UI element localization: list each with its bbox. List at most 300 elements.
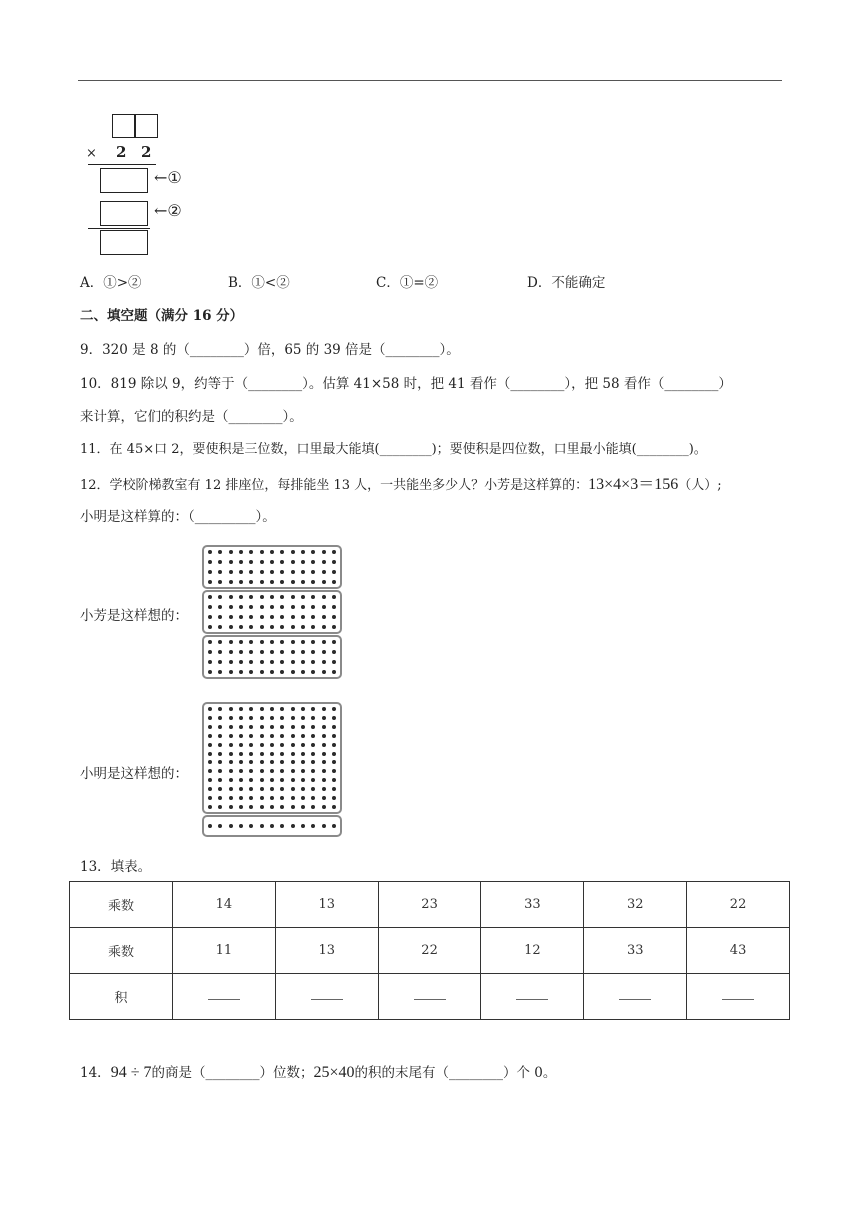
seat-dot bbox=[239, 650, 243, 654]
seat-dot bbox=[208, 778, 212, 782]
seat-dot bbox=[270, 769, 274, 773]
seat-dot bbox=[270, 560, 274, 564]
seat-dot bbox=[270, 824, 274, 828]
seat-dot bbox=[270, 787, 274, 791]
question-12-equation: 13×4×3＝156 bbox=[588, 476, 679, 493]
seat-dot bbox=[260, 769, 264, 773]
seat-dot bbox=[218, 805, 222, 809]
option-b[interactable]: B．①<② bbox=[228, 275, 290, 291]
xiaoming-dot-block-large bbox=[202, 702, 342, 814]
seat-dot bbox=[311, 743, 315, 747]
seat-dot bbox=[260, 743, 264, 747]
seat-dot bbox=[280, 615, 284, 619]
seat-dot bbox=[332, 625, 336, 629]
question-9: 9．320 是 8 的（________）倍，65 的 39 倍是（________）。 bbox=[80, 342, 460, 358]
seat-dot bbox=[291, 778, 295, 782]
seat-dot bbox=[311, 650, 315, 654]
seat-dot bbox=[260, 670, 264, 674]
seat-dot bbox=[249, 615, 253, 619]
seat-dot bbox=[249, 640, 253, 644]
header-rule bbox=[78, 80, 782, 81]
seat-dot bbox=[249, 760, 253, 764]
seat-dot bbox=[291, 769, 295, 773]
seat-dot bbox=[291, 570, 295, 574]
dot-grid bbox=[208, 595, 336, 629]
seat-dot bbox=[239, 615, 243, 619]
seat-dot bbox=[260, 824, 264, 828]
seat-dot bbox=[322, 550, 326, 554]
seat-dot bbox=[301, 580, 305, 584]
seat-dot bbox=[311, 660, 315, 664]
seat-dot bbox=[239, 550, 243, 554]
seat-dot bbox=[301, 570, 305, 574]
table-cell: 43 bbox=[687, 928, 790, 974]
seat-dot bbox=[332, 570, 336, 574]
seat-dot bbox=[322, 752, 326, 756]
seat-dot bbox=[239, 670, 243, 674]
seat-dot bbox=[291, 615, 295, 619]
seat-dot bbox=[301, 670, 305, 674]
seat-dot bbox=[218, 650, 222, 654]
seat-dot bbox=[229, 707, 233, 711]
seat-dot bbox=[332, 716, 336, 720]
seat-dot bbox=[208, 752, 212, 756]
seat-dot bbox=[218, 760, 222, 764]
seat-dot bbox=[208, 650, 212, 654]
table-cell: 32 bbox=[584, 882, 687, 928]
seat-dot bbox=[208, 787, 212, 791]
seat-dot bbox=[208, 570, 212, 574]
seat-dot bbox=[218, 595, 222, 599]
seat-dot bbox=[280, 707, 284, 711]
seat-dot bbox=[249, 743, 253, 747]
seat-dot bbox=[332, 752, 336, 756]
seat-dot bbox=[322, 725, 326, 729]
seat-dot bbox=[249, 595, 253, 599]
seat-dot bbox=[249, 734, 253, 738]
seat-dot bbox=[332, 650, 336, 654]
dot-grid bbox=[208, 707, 336, 809]
seat-dot bbox=[208, 550, 212, 554]
seat-dot bbox=[239, 725, 243, 729]
seat-dot bbox=[311, 615, 315, 619]
seat-dot bbox=[322, 796, 326, 800]
seat-dot bbox=[280, 787, 284, 791]
seat-dot bbox=[249, 707, 253, 711]
seat-dot bbox=[270, 752, 274, 756]
seat-dot bbox=[311, 716, 315, 720]
seat-dot bbox=[249, 660, 253, 664]
table-cell: 33 bbox=[584, 928, 687, 974]
seat-dot bbox=[291, 560, 295, 564]
seat-dot bbox=[332, 778, 336, 782]
seat-dot bbox=[260, 550, 264, 554]
seat-dot bbox=[229, 560, 233, 564]
seat-dot bbox=[270, 605, 274, 609]
seat-dot bbox=[301, 743, 305, 747]
seat-dot bbox=[260, 796, 264, 800]
seat-dot bbox=[311, 734, 315, 738]
seat-dot bbox=[291, 787, 295, 791]
seat-dot bbox=[229, 760, 233, 764]
answer-cell[interactable] bbox=[173, 974, 276, 1020]
seat-dot bbox=[229, 778, 233, 782]
seat-dot bbox=[322, 734, 326, 738]
seat-dot bbox=[270, 580, 274, 584]
seat-dot bbox=[208, 760, 212, 764]
seat-dot bbox=[301, 796, 305, 800]
seat-dot bbox=[291, 580, 295, 584]
option-d[interactable]: D．不能确定 bbox=[527, 275, 606, 291]
seat-dot bbox=[322, 660, 326, 664]
seat-dot bbox=[239, 625, 243, 629]
seat-dot bbox=[311, 707, 315, 711]
seat-dot bbox=[270, 805, 274, 809]
row-header: 乘数 bbox=[70, 882, 173, 928]
seat-dot bbox=[291, 716, 295, 720]
seat-dot bbox=[311, 640, 315, 644]
seat-dot bbox=[291, 760, 295, 764]
seat-dot bbox=[280, 625, 284, 629]
seat-dot bbox=[239, 769, 243, 773]
seat-dot bbox=[291, 824, 295, 828]
seat-dot bbox=[280, 752, 284, 756]
seat-dot bbox=[322, 625, 326, 629]
seat-dot bbox=[260, 650, 264, 654]
seat-dot bbox=[291, 707, 295, 711]
table-cell: 22 bbox=[687, 882, 790, 928]
seat-dot bbox=[291, 743, 295, 747]
seat-dot bbox=[270, 743, 274, 747]
multiplier-digit: 2 bbox=[116, 143, 127, 161]
seat-dot bbox=[208, 734, 212, 738]
seat-dot bbox=[260, 570, 264, 574]
seat-dot bbox=[311, 625, 315, 629]
seat-dot bbox=[218, 605, 222, 609]
seat-dot bbox=[208, 595, 212, 599]
seat-dot bbox=[249, 670, 253, 674]
seat-dot bbox=[208, 660, 212, 664]
seat-dot bbox=[291, 605, 295, 609]
seat-dot bbox=[218, 752, 222, 756]
seat-dot bbox=[332, 580, 336, 584]
seat-dot bbox=[218, 787, 222, 791]
result-box bbox=[100, 230, 148, 255]
seat-dot bbox=[311, 580, 315, 584]
seat-dot bbox=[301, 787, 305, 791]
table-cell: 22 bbox=[378, 928, 481, 974]
seat-dot bbox=[322, 805, 326, 809]
seat-dot bbox=[311, 570, 315, 574]
seat-dot bbox=[311, 778, 315, 782]
seat-dot bbox=[301, 550, 305, 554]
table-row bbox=[70, 974, 790, 1020]
seat-dot bbox=[291, 595, 295, 599]
seat-dot bbox=[332, 734, 336, 738]
seat-dot bbox=[218, 725, 222, 729]
seat-dot bbox=[270, 640, 274, 644]
seat-dot bbox=[332, 660, 336, 664]
seat-dot bbox=[229, 615, 233, 619]
seat-dot bbox=[218, 743, 222, 747]
seat-dot bbox=[218, 670, 222, 674]
seat-dot bbox=[229, 743, 233, 747]
seat-dot bbox=[249, 796, 253, 800]
seat-dot bbox=[270, 796, 274, 800]
seat-dot bbox=[208, 824, 212, 828]
answer-blank bbox=[619, 989, 651, 1000]
seat-dot bbox=[229, 580, 233, 584]
seat-dot bbox=[260, 725, 264, 729]
seat-dot bbox=[301, 625, 305, 629]
seat-dot bbox=[208, 725, 212, 729]
table-cell: 12 bbox=[481, 928, 584, 974]
seat-dot bbox=[239, 752, 243, 756]
seat-dot bbox=[249, 752, 253, 756]
partial-product-box-2 bbox=[100, 201, 148, 226]
seat-dot bbox=[280, 580, 284, 584]
seat-dot bbox=[332, 796, 336, 800]
seat-dot bbox=[260, 560, 264, 564]
seat-dot bbox=[311, 752, 315, 756]
option-c[interactable]: C．①=② bbox=[376, 275, 439, 291]
seat-dot bbox=[301, 605, 305, 609]
seat-dot bbox=[322, 595, 326, 599]
seat-dot bbox=[239, 805, 243, 809]
seat-dot bbox=[239, 660, 243, 664]
seat-dot bbox=[218, 824, 222, 828]
seat-dot bbox=[239, 570, 243, 574]
seat-dot bbox=[291, 550, 295, 554]
seat-dot bbox=[218, 716, 222, 720]
seat-dot bbox=[249, 625, 253, 629]
seat-dot bbox=[249, 725, 253, 729]
seat-dot bbox=[208, 743, 212, 747]
seat-dot bbox=[280, 670, 284, 674]
xiaofang-label: 小芳是这样想的： bbox=[80, 608, 188, 624]
seat-dot bbox=[218, 796, 222, 800]
dot-grid bbox=[208, 640, 336, 674]
seat-dot bbox=[218, 580, 222, 584]
fill-table bbox=[69, 881, 790, 1020]
seat-dot bbox=[270, 734, 274, 738]
seat-dot bbox=[311, 550, 315, 554]
seat-dot bbox=[208, 580, 212, 584]
seat-dot bbox=[229, 716, 233, 720]
seat-dot bbox=[218, 769, 222, 773]
question-14-prefix: 14． bbox=[80, 1065, 111, 1081]
seat-dot bbox=[270, 550, 274, 554]
seat-dot bbox=[229, 734, 233, 738]
seat-dot bbox=[260, 787, 264, 791]
seat-dot bbox=[249, 570, 253, 574]
table-cell: 11 bbox=[173, 928, 276, 974]
seat-dot bbox=[249, 805, 253, 809]
seat-dot bbox=[291, 734, 295, 738]
seat-dot bbox=[239, 778, 243, 782]
xiaoming-dot-block-small bbox=[202, 815, 342, 837]
seat-dot bbox=[229, 605, 233, 609]
seat-dot bbox=[332, 560, 336, 564]
seat-dot bbox=[239, 595, 243, 599]
seat-dot bbox=[332, 725, 336, 729]
seat-dot bbox=[218, 734, 222, 738]
seat-dot bbox=[270, 625, 274, 629]
question-10-line-1: 10．819 除以 9，约等于（________）。估算 41×58 时，把 41 看作（________），把 58 看作（________） bbox=[80, 376, 732, 392]
seat-dot bbox=[291, 796, 295, 800]
seat-dot bbox=[208, 625, 212, 629]
seat-dot bbox=[249, 716, 253, 720]
table-row bbox=[70, 928, 790, 974]
seat-dot bbox=[301, 752, 305, 756]
seat-dot bbox=[311, 824, 315, 828]
seat-dot bbox=[311, 605, 315, 609]
seat-dot bbox=[270, 615, 274, 619]
seat-dot bbox=[291, 640, 295, 644]
question-14-suffix: 的积的末尾有（________）个 0。 bbox=[354, 1065, 557, 1081]
seat-dot bbox=[208, 640, 212, 644]
seat-dot bbox=[301, 769, 305, 773]
seat-dot bbox=[208, 716, 212, 720]
seat-dot bbox=[280, 550, 284, 554]
seat-dot bbox=[218, 778, 222, 782]
dot-grid bbox=[208, 550, 336, 584]
answer-cell[interactable] bbox=[481, 974, 584, 1020]
seat-dot bbox=[218, 615, 222, 619]
seat-dot bbox=[311, 560, 315, 564]
question-14 bbox=[80, 1061, 556, 1082]
digit-box bbox=[112, 114, 135, 138]
seat-dot bbox=[332, 805, 336, 809]
seat-dot bbox=[322, 743, 326, 747]
seat-dot bbox=[291, 805, 295, 809]
seat-dot bbox=[301, 560, 305, 564]
seat-dot bbox=[239, 605, 243, 609]
seat-dot bbox=[249, 778, 253, 782]
seat-dot bbox=[291, 752, 295, 756]
seat-dot bbox=[218, 707, 222, 711]
answer-blank bbox=[516, 989, 548, 1000]
answer-cell[interactable] bbox=[687, 974, 790, 1020]
seat-dot bbox=[229, 625, 233, 629]
seat-dot bbox=[229, 670, 233, 674]
seat-dot bbox=[280, 605, 284, 609]
seat-dot bbox=[270, 707, 274, 711]
seat-dot bbox=[229, 660, 233, 664]
question-13-title: 13．填表。 bbox=[80, 859, 152, 875]
seat-dot bbox=[239, 716, 243, 720]
multiplier-digit: 2 bbox=[141, 143, 152, 161]
seat-dot bbox=[208, 605, 212, 609]
seat-dot bbox=[239, 760, 243, 764]
seat-dot bbox=[218, 570, 222, 574]
seat-dot bbox=[208, 796, 212, 800]
section-title: 二、填空题（满分 16 分） bbox=[80, 308, 244, 324]
seat-dot bbox=[311, 595, 315, 599]
seat-dot bbox=[301, 778, 305, 782]
arrow-1: ←① bbox=[154, 168, 182, 187]
seat-dot bbox=[280, 769, 284, 773]
answer-cell[interactable] bbox=[378, 974, 481, 1020]
option-a[interactable]: A．①>② bbox=[80, 275, 142, 291]
seat-dot bbox=[332, 670, 336, 674]
seat-dot bbox=[270, 716, 274, 720]
seat-dot bbox=[280, 778, 284, 782]
seat-dot bbox=[332, 824, 336, 828]
seat-dot bbox=[311, 725, 315, 729]
answer-cell[interactable] bbox=[584, 974, 687, 1020]
seat-dot bbox=[332, 787, 336, 791]
seat-dot bbox=[332, 615, 336, 619]
seat-dot bbox=[332, 605, 336, 609]
seat-dot bbox=[270, 760, 274, 764]
seat-dot bbox=[218, 560, 222, 564]
table-cell: 23 bbox=[378, 882, 481, 928]
seat-dot bbox=[322, 824, 326, 828]
seat-dot bbox=[322, 778, 326, 782]
question-14-expr-2: 25×40 bbox=[313, 1064, 355, 1081]
seat-dot bbox=[280, 743, 284, 747]
seat-dot bbox=[301, 734, 305, 738]
seat-dot bbox=[249, 787, 253, 791]
seat-dot bbox=[229, 725, 233, 729]
seat-dot bbox=[301, 760, 305, 764]
seat-dot bbox=[322, 769, 326, 773]
question-10-line-2: 来计算，它们的积约是（________）。 bbox=[80, 409, 303, 425]
seat-dot bbox=[208, 805, 212, 809]
seat-dot bbox=[280, 760, 284, 764]
seat-dot bbox=[270, 570, 274, 574]
seat-dot bbox=[229, 787, 233, 791]
question-14-mid: 的商是（________）位数； bbox=[151, 1065, 314, 1081]
seat-dot bbox=[260, 752, 264, 756]
seat-dot bbox=[280, 716, 284, 720]
answer-cell[interactable] bbox=[275, 974, 378, 1020]
question-12-unit: （人）; bbox=[678, 478, 722, 493]
seat-dot bbox=[260, 605, 264, 609]
seat-dot bbox=[301, 707, 305, 711]
seat-dot bbox=[322, 670, 326, 674]
seat-dot bbox=[311, 769, 315, 773]
seat-dot bbox=[260, 625, 264, 629]
seat-dot bbox=[332, 743, 336, 747]
seat-dot bbox=[280, 796, 284, 800]
dot-grid bbox=[208, 820, 336, 832]
seat-dot bbox=[208, 670, 212, 674]
seat-dot bbox=[260, 615, 264, 619]
seat-dot bbox=[301, 650, 305, 654]
seat-dot bbox=[249, 560, 253, 564]
seat-dot bbox=[301, 824, 305, 828]
table-row bbox=[70, 882, 790, 928]
seat-dot bbox=[229, 824, 233, 828]
digit-box bbox=[135, 114, 158, 138]
seat-dot bbox=[332, 760, 336, 764]
seat-dot bbox=[280, 650, 284, 654]
product-line bbox=[88, 164, 156, 165]
seat-dot bbox=[280, 734, 284, 738]
seat-dot bbox=[322, 580, 326, 584]
seat-dot bbox=[208, 707, 212, 711]
seat-dot bbox=[218, 640, 222, 644]
seat-dot bbox=[270, 725, 274, 729]
seat-dot bbox=[239, 787, 243, 791]
question-12-line-2: 小明是这样算的：（_________）。 bbox=[80, 509, 276, 525]
seat-dot bbox=[208, 560, 212, 564]
seat-dot bbox=[322, 640, 326, 644]
seat-dot bbox=[249, 550, 253, 554]
seat-dot bbox=[218, 660, 222, 664]
